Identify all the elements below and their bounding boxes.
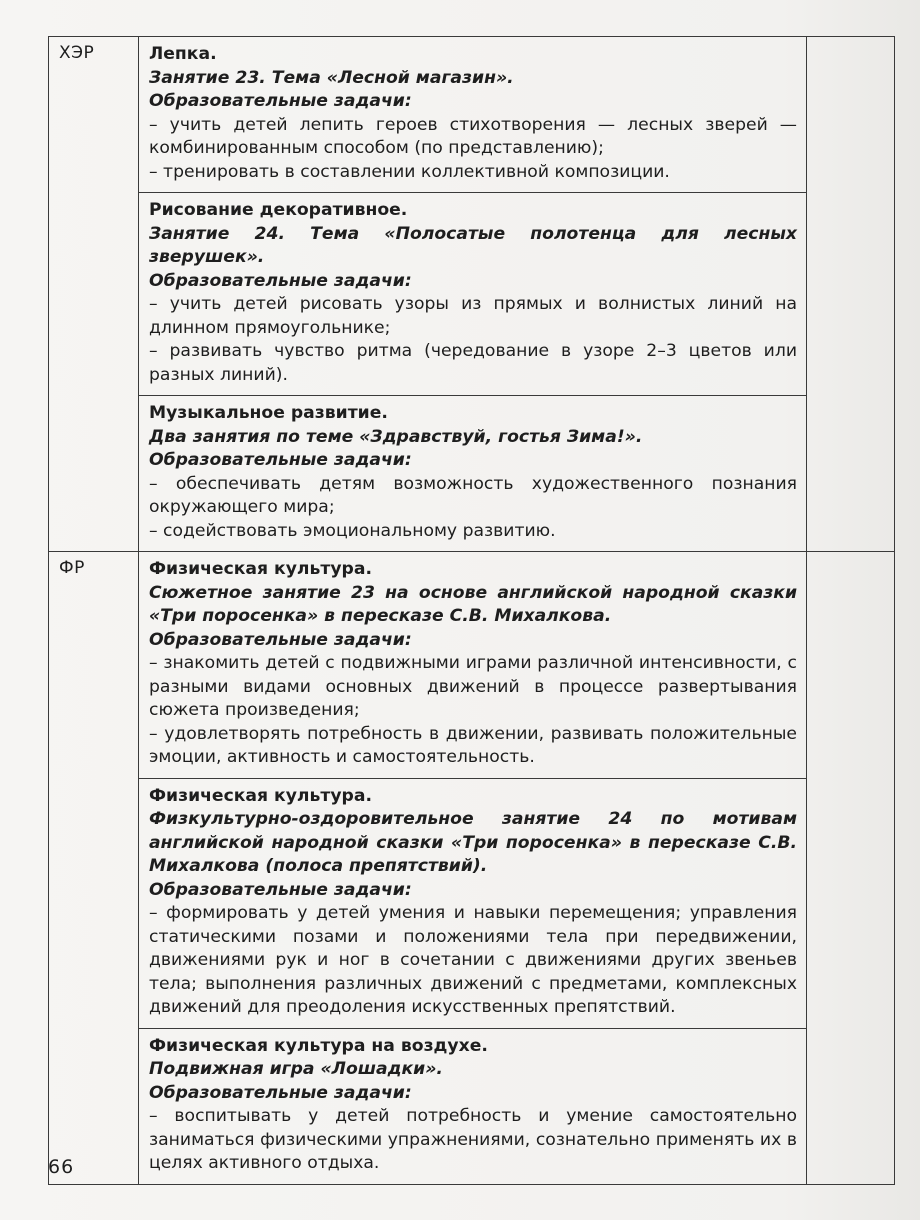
activity-title: Лепка. (149, 44, 217, 64)
empty-column-cell (807, 552, 895, 1185)
page-number: 66 (48, 1156, 75, 1178)
activity-block (139, 552, 806, 778)
tasks-label: Образовательные задачи: (149, 1082, 412, 1103)
tasks-label: Образовательные задачи: (149, 879, 412, 900)
task-item: – воспитывать у детей потребность и умение самостоятельно заниматься физическими упражнениями, сознательно применять их в целях активного отдыха. (149, 1106, 797, 1173)
activity-subtitle: Два занятия по теме «Здравствуй, гостья Зима!». (149, 426, 643, 447)
task-item: – формировать у детей умения и навыки перемещения; управления статическими позами и положениями тела при передвижении, движениями рук и ног в сочетании с движениями других звеньев тела; выполнения различных движений с предметами, комплексных движений для преодоления искусственных препятствий. (149, 903, 797, 1017)
activity-title: Физическая культура на воздухе. (149, 1035, 488, 1056)
task-item: – учить детей рисовать узоры из прямых и волнистых линий на длинном прямоугольнике; (149, 294, 797, 338)
activity-block (139, 1028, 806, 1184)
activity-subtitle: Подвижная игра «Лошадки». (149, 1059, 443, 1079)
tasks-label: Образовательные задачи: (149, 91, 412, 111)
task-item: – удовлетворять потребность в движении, развивать положительные эмоции, активность и самостоятельность. (149, 723, 797, 767)
lesson-plan-table (48, 36, 895, 1185)
tasks-label: Образовательные задачи: (149, 270, 412, 291)
tasks-label: Образовательные задачи: (149, 629, 412, 650)
activity-title: Физическая культура. (149, 559, 372, 579)
table-row-xer (49, 37, 895, 552)
task-item: – обеспечивать детям возможность художественного познания окружающего мира; (149, 473, 797, 517)
activity-title: Музыкальное развитие. (149, 403, 388, 423)
activity-block (139, 192, 806, 395)
activity-title: Физическая культура. (149, 785, 372, 806)
activity-block (139, 37, 806, 192)
tasks-label: Образовательные задачи: (149, 450, 412, 470)
activity-subtitle: Физкультурно-оздоровительное занятие 24 по мотивам английской народной сказки «Три поросенка» в пересказе С.В. Михалкова (полоса препятствий). (149, 809, 797, 876)
activity-title: Рисование декоративное. (149, 200, 408, 220)
activity-subtitle: Сюжетное занятие 23 на основе английской народной сказки «Три поросенка» в пересказе С.В. Михалкова. (149, 582, 797, 626)
activities-cell (139, 37, 807, 552)
task-item: – содействовать эмоциональному развитию. (149, 520, 556, 541)
table-row-fr (49, 552, 895, 1185)
task-item: – тренировать в составлении коллективной композиции. (149, 161, 670, 182)
area-cell: ФР (49, 552, 139, 1185)
task-item: – развивать чувство ритма (чередование в узоре 2–3 цветов или разных линий). (149, 341, 797, 385)
activity-subtitle: Занятие 23. Тема «Лесной магазин». (149, 67, 514, 88)
area-cell: ХЭР (49, 37, 139, 552)
activity-block (139, 778, 806, 1028)
task-item: – знакомить детей с подвижными играми различной интенсивности, с разными видами основных движений в процессе развертывания сюжета произведения; (149, 653, 797, 720)
activity-block (139, 395, 806, 551)
empty-column-cell (807, 37, 895, 552)
task-item: – учить детей лепить героев стихотворения — лесных зверей — комбинированным способом (по представлению); (149, 114, 797, 158)
activity-subtitle: Занятие 24. Тема «Полосатые полотенца для лесных зверушек». (149, 223, 797, 267)
activities-cell (139, 552, 807, 1185)
